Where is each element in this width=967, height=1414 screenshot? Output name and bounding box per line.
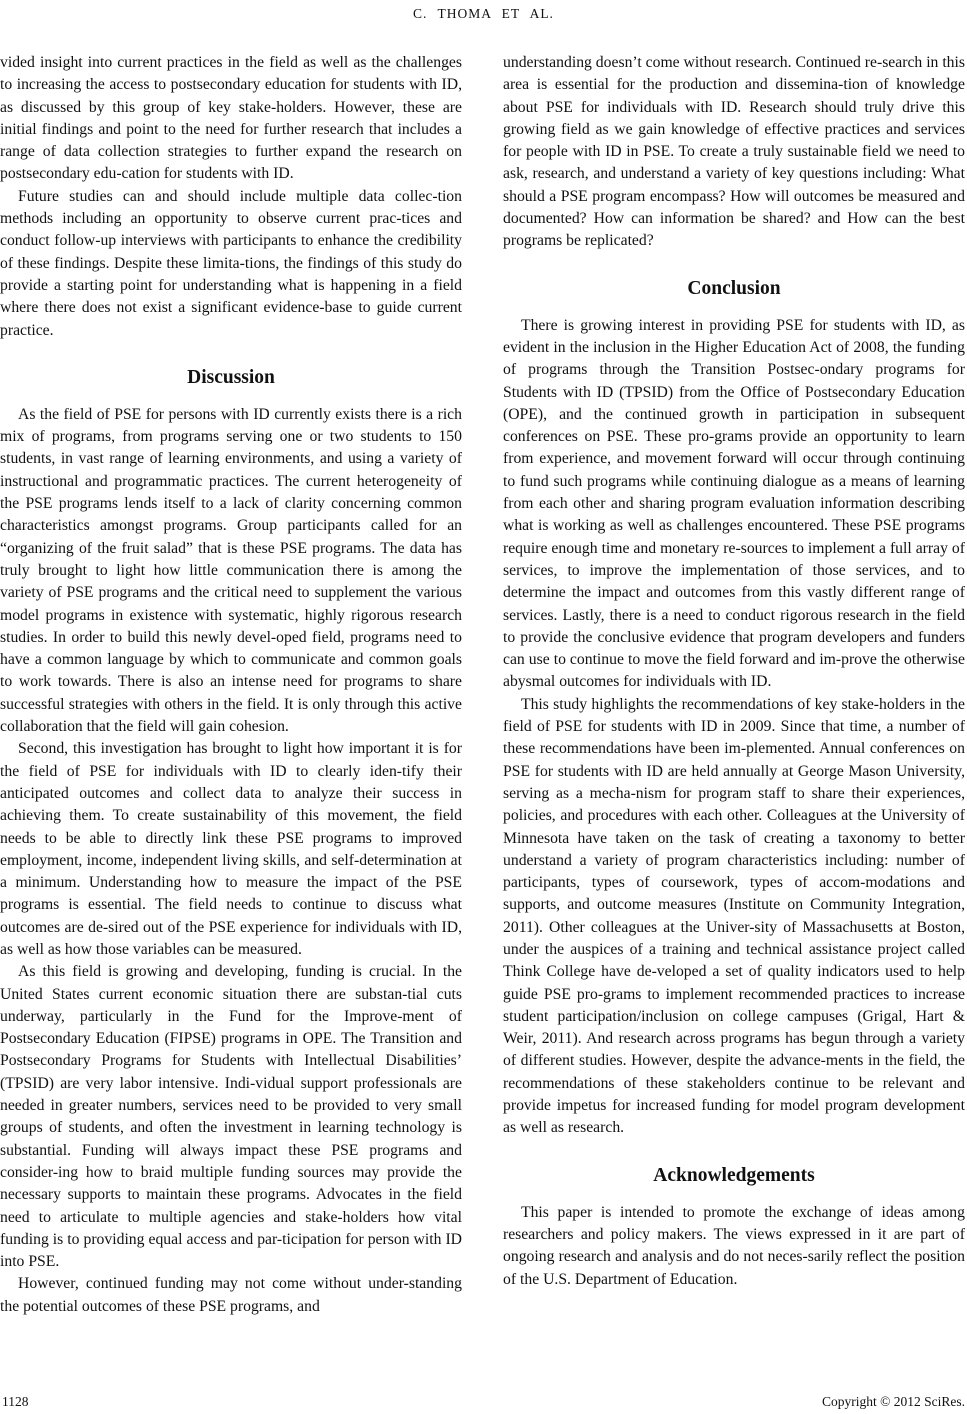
paragraph-acknowledgements: This paper is intended to promote the exchange of ideas among researchers and policy makers. The views expressed in it are part of ongoing research and analysis and do not neces-sarily reflect the position of the U.S. Department of Education.	[503, 1203, 965, 1288]
paragraph-conclusion-interest: There is growing interest in providing PSE for students with ID, as evident in the inclusion in the Higher Education Act of 2008, the funding of programs through the Transition Postsec-ondary programs for Students with ID (TPSID) from the Office of Postsecondary Education (OPE), and the continued growth in participation in subsequent conferences on PSE. These pro-grams provide an opportunity to learn from experience, and movement forward will occur through continuing to fund such programs while continuing dialogue as a means of learning from each other and sharing program evaluation information describing what is working as well as challenges encountered. These PSE programs require enough time and monetary re-sources to implement a full array of services, to improve the implementation of those services, and to determine the impact and outcomes from this vastly different range of services. Lastly, there is a need to conduct rigorous research in the field to provide the conclusive evidence that program developers and funders can use to continue to move the field forward and im-prove the otherwise abysmal outcomes for individuals with ID.	[503, 316, 965, 691]
paragraph-future-studies: Future studies can and should include multiple data collec-tion methods including an opportunity to observe current prac-tices and conduct follow-up interviews with participants to enhance the credibility of these findings. Despite these limita-tions, the findings of this study do provide a starting point for understanding what is happening in a field where there does not exist a significant evidence-base to guide current practice.	[0, 187, 462, 339]
paragraph-conclusion-recommendations: This study highlights the recommendations of key stake-holders in the field of PSE for students with ID in 2009. Since that time, a number of these recommendations have been im-plemented. Annual conferences on PSE for students with ID are held annually at George Mason University, serving as a mecha-nism for program staff to share their experiences, policies, and procedures with each other. Colleagues at the University of Minnesota have taken on the task of creating a taxonomy to better understand a variety of program characteristics including: number of participants, types of coursework, types of accom-modations and supports, and outcome measures (Institute on Community Integration, 2011). Other colleagues at the Univer-sity of Massachusetts at Boston, under the auspices of a training and technical assistance project called Think College have de-veloped a set of quality indicators used to help guide PSE pro-grams to implement recommended practices to increase student participation/inclusion on college campuses (Grigal, Hart & Weir, 2011). And research across programs has begun through a variety of different studies. However, despite the advance-ments in the field, the recommendations of these stakeholders continue to be relevant and provide impetus for increased funding for model program development as well as research.	[503, 695, 965, 1137]
acknowledgements-heading: Acknowledgements	[653, 1164, 815, 1186]
running-header: C. THOMA ET AL.	[413, 6, 554, 21]
discussion-heading: Discussion	[187, 366, 275, 388]
left-column	[0, 52, 462, 1318]
paragraph-discussion-outcomes: Second, this investigation has brought to light how important it is for the field of PSE for individuals with ID to clearly iden-tify their anticipated outcomes and collect data to analyze their success in achieving them. To create sustainability of this movement, the field needs to be able to directly link these PSE programs to improved employment, income, independent living skills, and self-determination at a minimum. Understanding how to measure the impact of the PSE programs is essential. The field needs to continue to discuss what outcomes are de-sired out of the PSE experience for individuals with ID, as well as how those variables can be measured.	[0, 740, 462, 958]
copyright-notice: Copyright © 2012 SciRes.	[821, 1394, 965, 1409]
paragraph-discussion-understanding: However, continued funding may not come without under-standing the potential outcomes of these PSE programs, and	[0, 1275, 462, 1315]
paragraph-discussion-funding: As this field is growing and developing, funding is crucial. In the United States current economic situation there are substan-tial cuts underway, particularly in the Fund for the Improve-ment of Postsecondary Education (FIPSE) programs in OPE. The Transition and Postsecondary Programs for Students with Intellectual Disabilities’ (TPSID) are very labor intensive. Indi-vidual support professionals are needed in greater numbers, services need to be provided to very small groups of students, and often the investment in learning technology is substantial. Funding will always impact these PSE programs and consider-ing how to braid multiple funding sources may provide the necessary supports to maintain these programs. Advocates in the field need to articulate to multiple agencies and stake-holders how vital funding is to providing equal access and par-ticipation for person with ID into PSE.	[0, 963, 462, 1271]
paragraph-continued-findings: vided insight into current practices in the field as well as the challenges to increasing the access to postsecondary education for students with ID, as discussed by this group of key stake-holders. However, these are initial findings and point to the need for further research that includes a range of data collection strategies to further expand the research on postsecondary edu-cation for students with ID.	[0, 54, 462, 183]
paragraph-discussion-mix: As the field of PSE for persons with ID currently exists there is a rich mix of programs, from programs serving one or two students to 150 students, in vast range of learning environments, and using a variety of instructional and programmatic practices. The current heterogeneity of the PSE programs lends itself to a lack of clarity concerning common characteristics amongst programs. Group participants called for an “organizing of the fruit salad” that is these PSE programs. The data has truly brought to light how little communication there is among the variety of PSE programs and the critical need to supplement the various model programs in existence with systematic, highly rigorous research studies. In order to build this newly devel-oped field, programs need to have a common language by which to communicate and common goals to work towards. There is also an intense need for programs to share successful strategies with others in the field. It is only through this active collaboration that the field will gain cohesion.	[0, 405, 462, 736]
conclusion-heading: Conclusion	[687, 277, 781, 299]
page-number: 1128	[2, 1394, 29, 1409]
right-column	[503, 52, 965, 1291]
paragraph-research-continued: understanding doesn’t come without research. Continued re-search in this area is essential for the production and dissemina-tion of knowledge about PSE for individuals with ID. Research should truly drive this growing field as we gain knowledge of effective practices and services for people with ID in PSE. To create a truly sustainable field we need to ask, research, and understand a variety of key questions including: What should a PSE program encompass? How will outcomes be measured and documented? How can information be shared? and How can the best programs be replicated?	[503, 54, 965, 250]
